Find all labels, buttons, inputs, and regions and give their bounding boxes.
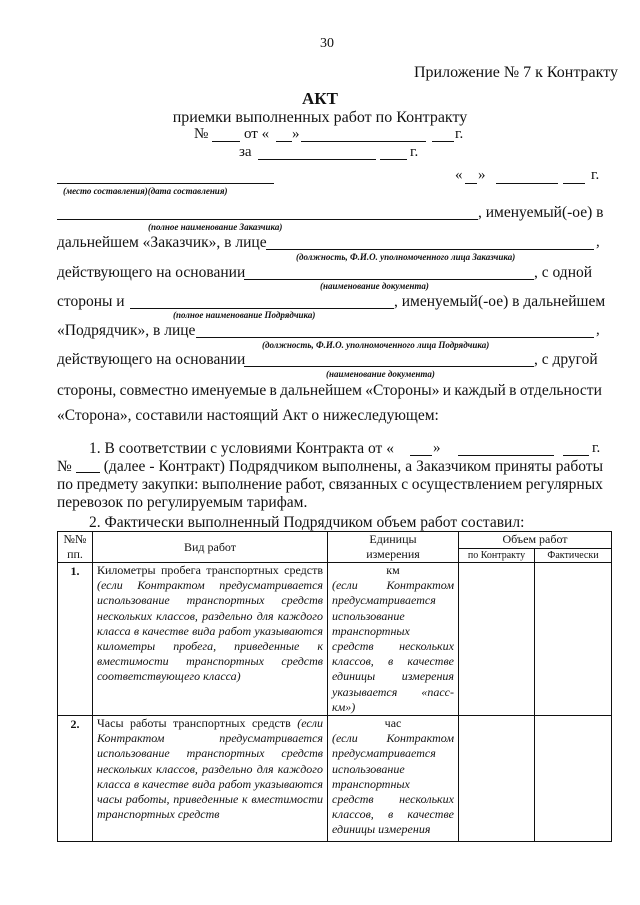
work-type-lead: Километры пробега транспортных средств bbox=[97, 563, 323, 577]
customer-name-blank bbox=[57, 219, 478, 220]
number-blank bbox=[212, 141, 240, 142]
col-unit-header bbox=[328, 532, 459, 563]
unit-head: км bbox=[386, 563, 400, 577]
period-year-blank bbox=[380, 159, 407, 160]
p7-word: и bbox=[442, 382, 452, 399]
p7-word: в bbox=[269, 382, 277, 399]
place-date-blank bbox=[57, 183, 274, 184]
date-year-suffix: г. bbox=[591, 167, 600, 183]
contractor-full-caption: (полное наименование Подрядчика) bbox=[173, 310, 316, 320]
unit-head: час bbox=[384, 716, 402, 731]
col-type-header: Вид работ bbox=[93, 532, 328, 563]
s2-word: Заказчиком bbox=[416, 458, 491, 475]
s3-word: по bbox=[57, 476, 74, 493]
p2-start: дальнейшем «Заказчик», в лице bbox=[57, 234, 267, 251]
p8: «Сторона», составили настоящий Акт о нижеследующем: bbox=[57, 407, 439, 424]
basis-document2-blank bbox=[244, 366, 534, 367]
p7-line bbox=[57, 382, 602, 400]
s2-blank bbox=[76, 458, 100, 473]
table-row bbox=[58, 716, 612, 842]
row-unit bbox=[328, 716, 459, 842]
period-blank bbox=[258, 159, 376, 160]
p4-start: стороны и bbox=[57, 293, 125, 310]
row-actual-volume[interactable] bbox=[535, 716, 612, 842]
customer-person-caption: (должность, Ф.И.О. уполномоченного лица Заказчика) bbox=[296, 252, 516, 262]
unit-note: (если Контрактом предусматривается использование транспортных средств нескольких классов, в качестве единицы измерения bbox=[332, 731, 454, 837]
s1-quote: » bbox=[433, 440, 441, 456]
s3-word: предмету bbox=[76, 476, 139, 493]
number-prefix: № bbox=[194, 126, 209, 142]
s2-word: приняты bbox=[494, 458, 552, 475]
col-num-line2: пп. bbox=[67, 547, 83, 561]
row-unit bbox=[328, 563, 459, 716]
place-date-caption: (место составления)(дата составления) bbox=[63, 186, 228, 196]
day-blank bbox=[276, 141, 292, 142]
contractor-person-caption: (должность, Ф.И.О. уполномоченного лица Подрядчика) bbox=[262, 340, 490, 350]
p7-word: совместно bbox=[119, 382, 189, 399]
contractor-person-blank bbox=[196, 337, 594, 338]
p7-word: каждый bbox=[454, 382, 506, 399]
act-title: АКТ bbox=[302, 89, 338, 108]
work-type-lead: Часы работы транспортных средств bbox=[97, 716, 291, 731]
p7-word: в bbox=[509, 382, 517, 399]
document-caption: (наименование документа) bbox=[320, 281, 429, 291]
s2-word: выполнены, bbox=[322, 458, 402, 475]
col-contract-header: по Контракту bbox=[459, 548, 535, 562]
row-work-type bbox=[93, 716, 328, 842]
p7-word: дальнейшем bbox=[280, 382, 362, 399]
contractor-name-blank bbox=[130, 308, 394, 309]
s2-word: Контракт) bbox=[158, 458, 225, 475]
date-month-blank bbox=[496, 183, 558, 184]
p7-word: «Стороны» bbox=[365, 382, 440, 399]
s1-year-blank bbox=[563, 455, 589, 456]
year-blank bbox=[432, 141, 454, 142]
p7-word: отдельности bbox=[519, 382, 602, 399]
s4: перевозок по регулируемым тарифам. bbox=[57, 494, 308, 511]
s2-word: Подрядчиком bbox=[228, 458, 319, 475]
p6-end: , с другой bbox=[534, 351, 598, 368]
col-num-line1: №№ bbox=[63, 532, 87, 546]
date-open-quote: « bbox=[455, 167, 463, 183]
s3-line bbox=[57, 476, 603, 494]
s1-month-blank bbox=[458, 455, 554, 456]
s1-day-blank bbox=[410, 455, 432, 456]
s2-line bbox=[57, 458, 603, 476]
document2-caption: (наименование документа) bbox=[326, 369, 435, 379]
s3-word: выполнение bbox=[202, 476, 282, 493]
col-volume-header: Объем работ bbox=[459, 532, 612, 549]
customer-person-blank bbox=[266, 249, 594, 250]
s1-year: г. bbox=[592, 440, 601, 456]
row-contract-volume[interactable] bbox=[459, 563, 535, 716]
s2-word: (далее bbox=[103, 458, 146, 475]
s2-word: работы bbox=[555, 458, 603, 475]
col-unit-line1: Единицы bbox=[369, 532, 417, 546]
month-blank bbox=[301, 141, 426, 142]
unit-note: (если Контрактом предусматривается использование транспортных средств нескольких классов, в качестве единицы измерения указывается «пасс-км») bbox=[332, 578, 454, 714]
p2-comma: , bbox=[596, 234, 600, 250]
p3-end: , с одной bbox=[534, 264, 593, 281]
row-number: 2. bbox=[58, 716, 93, 842]
s3-word: связанных bbox=[328, 476, 398, 493]
col-num-header bbox=[58, 532, 93, 563]
col-actual-header: Фактически bbox=[535, 548, 612, 562]
customer-full-caption: (полное наименование Заказчика) bbox=[148, 222, 283, 232]
date-year-blank bbox=[563, 183, 585, 184]
p7-word: именуемые bbox=[191, 382, 267, 399]
date-close-quote: » bbox=[478, 167, 486, 183]
row-work-type bbox=[93, 563, 328, 716]
row-contract-volume[interactable] bbox=[459, 716, 535, 842]
appendix-label: Приложение № 7 к Контракту bbox=[414, 64, 618, 81]
work-type-note: (если Контрактом предусматривается использование транспортных средств нескольких классов, раздельно для каждого класса в качестве вида работ указываются километры пробега, приведенные к вместимости транспортных средств соответствующего класса) bbox=[97, 578, 323, 684]
s5: 2. Фактически выполненный Подрядчиком объем работ составил: bbox=[89, 514, 525, 531]
year-suffix: г. bbox=[455, 126, 464, 142]
row-number: 1. bbox=[58, 563, 93, 716]
p6-start: действующего на основании bbox=[57, 351, 246, 368]
period-year-suffix: г. bbox=[410, 144, 419, 160]
s3-word: регулярных bbox=[525, 476, 603, 493]
date-day-blank bbox=[465, 183, 477, 184]
p3-start: действующего на основании bbox=[57, 264, 246, 281]
page-number: 30 bbox=[320, 36, 334, 51]
p5-start: «Подрядчик», в лице bbox=[57, 322, 196, 339]
quote-close: » bbox=[292, 126, 300, 142]
p7-word: стороны, bbox=[57, 382, 117, 399]
works-volume-table bbox=[57, 531, 612, 842]
p5-comma: , bbox=[596, 322, 600, 338]
from-label: от « bbox=[244, 126, 270, 142]
s2-word: а bbox=[405, 458, 413, 475]
p1-end: , именуемый(-ое) в bbox=[478, 204, 604, 221]
table-row bbox=[58, 563, 612, 716]
for-label: за bbox=[239, 144, 252, 160]
s3-word: с bbox=[401, 476, 409, 493]
basis-document-blank bbox=[244, 279, 534, 280]
p4-end: , именуемый(-ое) в дальнейшем bbox=[394, 293, 606, 310]
s2-word: - bbox=[149, 458, 155, 475]
work-type-note: (если Контрактом предусматривается использование транспортных средств нескольких классов, раздельно для каждого класса в качестве вида работ указываются часы работы, приведенные к вместимости транспортных средств bbox=[97, 716, 323, 822]
act-subtitle: приемки выполненных работ по Контракту bbox=[172, 109, 468, 126]
s3-word: закупки: bbox=[141, 476, 199, 493]
s2-word: № bbox=[57, 458, 72, 475]
row-actual-volume[interactable] bbox=[535, 563, 612, 716]
col-unit-line2: измерения bbox=[366, 547, 420, 561]
s3-word: осуществлением bbox=[411, 476, 523, 493]
s3-word: работ, bbox=[285, 476, 326, 493]
s1-start: 1. В соответствии с условиями Контракта от « bbox=[89, 440, 394, 457]
